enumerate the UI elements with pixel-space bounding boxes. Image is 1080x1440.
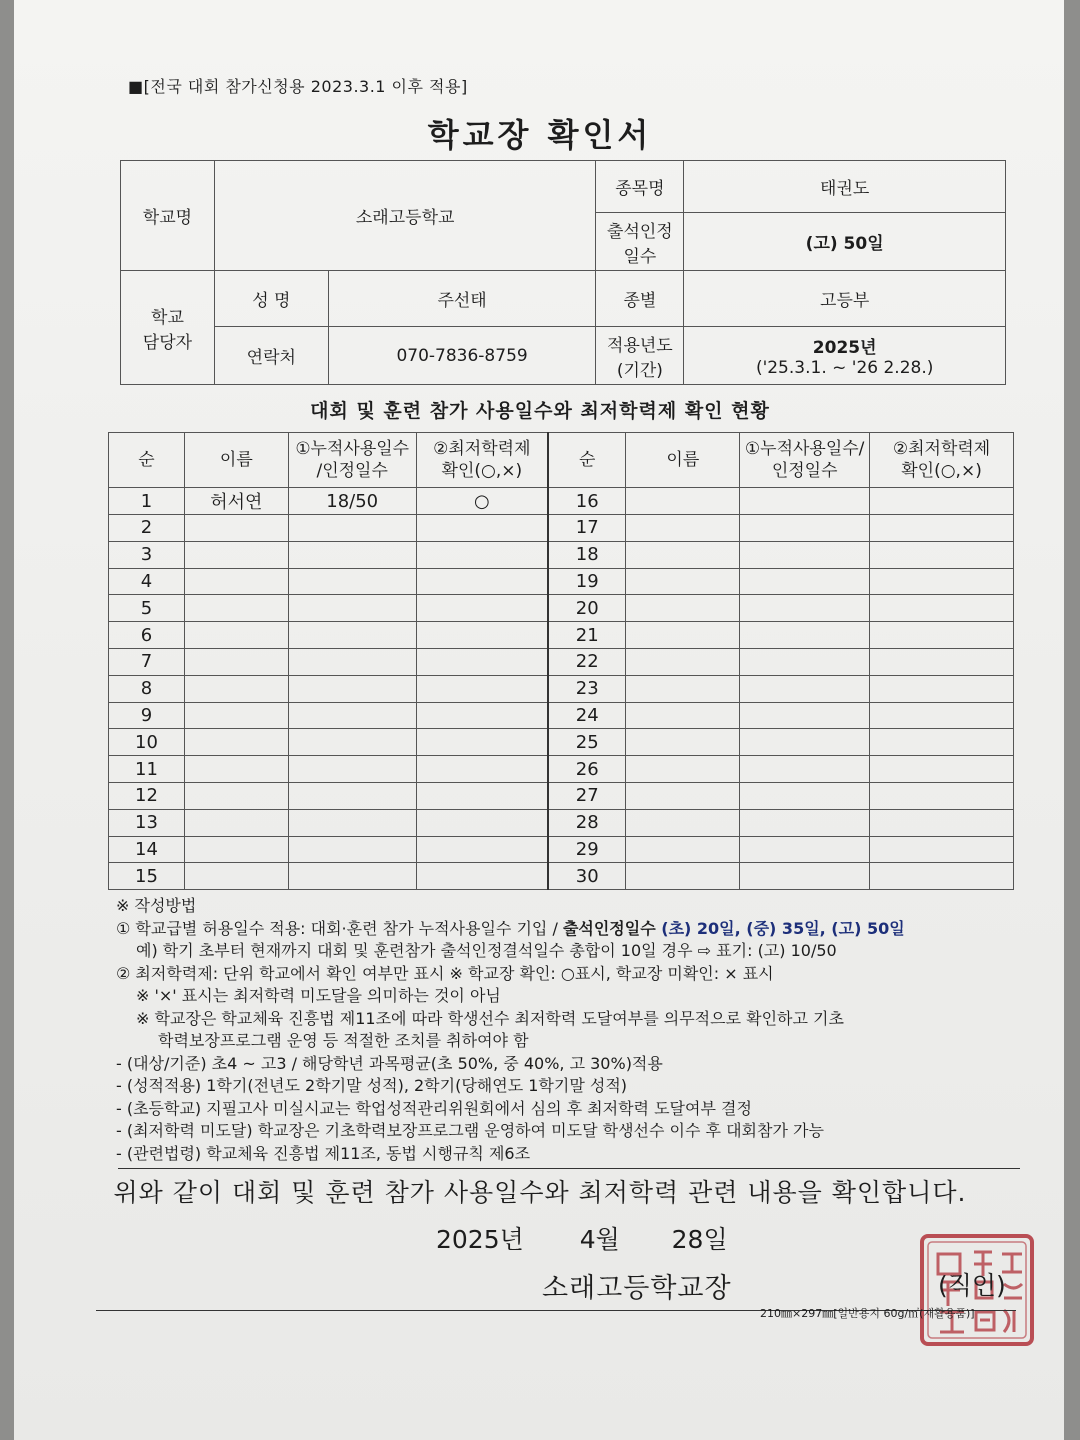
row-min xyxy=(416,568,548,595)
row-name xyxy=(184,702,288,729)
row-used-right xyxy=(740,809,870,836)
seal-label: (직인) xyxy=(938,1271,1006,1300)
table-row xyxy=(109,836,1014,863)
sport-value: 태권도 xyxy=(684,161,1006,213)
division-value: 고등부 xyxy=(684,271,1006,327)
roster-subtitle: 대회 및 훈련 참가 사용일수와 최저학력제 확인 현황 xyxy=(310,400,770,422)
name-value: 주선태 xyxy=(328,271,596,327)
table-row xyxy=(109,648,1014,675)
row-no-right: 21 xyxy=(548,622,626,649)
row-min-right xyxy=(870,515,1014,542)
table-row xyxy=(109,488,1014,515)
row-used: 18/50 xyxy=(288,488,416,515)
row-min xyxy=(416,515,548,542)
row-no: 10 xyxy=(109,729,185,756)
row-min: ○ xyxy=(416,488,548,515)
col-name-right: 이름 xyxy=(626,433,740,488)
row-used xyxy=(288,541,416,568)
attendance-label: 출석인정 일수 xyxy=(596,213,684,271)
note-2-a: ※ '×' 표시는 최저학력 미도달을 의미하는 것이 아님 xyxy=(136,986,501,1005)
row-used-right xyxy=(740,782,870,809)
table-row xyxy=(109,756,1014,783)
document-title: 학교장 확인서 xyxy=(427,116,653,154)
row-min-right xyxy=(870,568,1014,595)
row-name xyxy=(184,756,288,783)
note-1: ① 학교급별 허용일수 적용: 대회·훈련 참가 누적사용일수 기입 / 출석인정일수 (초) 20일, (중) 35일, (고) 50일 xyxy=(116,918,905,938)
note-2: ② 최저학력제: 단위 학교에서 확인 여부만 표시 ※ 학교장 확인: ○표시, 학교장 미확인: × 표시 xyxy=(116,963,774,983)
row-name-right xyxy=(626,515,740,542)
row-min-right xyxy=(870,729,1014,756)
row-used xyxy=(288,756,416,783)
row-no-right: 25 xyxy=(548,729,626,756)
row-min xyxy=(416,541,548,568)
col-min: ②최저학력제 확인(○,×) xyxy=(416,433,548,488)
row-name xyxy=(184,675,288,702)
row-name xyxy=(184,622,288,649)
contact-value: 070-7836-8759 xyxy=(328,327,596,385)
row-no: 15 xyxy=(109,863,185,890)
row-name-right xyxy=(626,756,740,783)
note-2-b2: 학력보장프로그램 운영 등 적절한 조치를 취하여야 함 xyxy=(158,1031,529,1050)
row-used xyxy=(288,863,416,890)
row-min-right xyxy=(870,756,1014,783)
row-used-right xyxy=(740,568,870,595)
issue-date: 2025년 4월 28일 xyxy=(436,1225,728,1254)
table-row xyxy=(109,595,1014,622)
sport-label: 종목명 xyxy=(596,161,684,213)
header-note: ■[전국 대회 참가신청용 2023.3.1 이후 적용] xyxy=(128,77,468,96)
row-used-right xyxy=(740,648,870,675)
col-min-right: ②최저학력제 확인(○,×) xyxy=(870,433,1014,488)
row-no: 8 xyxy=(109,675,185,702)
row-no: 1 xyxy=(109,488,185,515)
table-row xyxy=(109,568,1014,595)
row-used-right xyxy=(740,541,870,568)
row-no-right: 27 xyxy=(548,782,626,809)
row-used-right xyxy=(740,756,870,783)
row-name-right xyxy=(626,675,740,702)
row-min xyxy=(416,622,548,649)
row-name-right xyxy=(626,863,740,890)
row-no: 6 xyxy=(109,622,185,649)
row-min-right xyxy=(870,648,1014,675)
row-no: 3 xyxy=(109,541,185,568)
row-no-right: 19 xyxy=(548,568,626,595)
row-min-right xyxy=(870,863,1014,890)
row-used-right xyxy=(740,515,870,542)
row-min xyxy=(416,595,548,622)
row-used-right xyxy=(740,622,870,649)
row-min-right xyxy=(870,809,1014,836)
col-name: 이름 xyxy=(184,433,288,488)
row-min-right xyxy=(870,782,1014,809)
year-value: 2025년 ('25.3.1. ~ '26 2.28.) xyxy=(684,327,1006,385)
confirmation-text: 위와 같이 대회 및 훈련 참가 사용일수와 최저학력 관련 내용을 확인합니다. xyxy=(113,1178,967,1207)
row-name xyxy=(184,541,288,568)
row-no-right: 17 xyxy=(548,515,626,542)
row-min xyxy=(416,729,548,756)
table-row xyxy=(109,702,1014,729)
row-no-right: 22 xyxy=(548,648,626,675)
info-table xyxy=(120,160,1006,385)
row-name-right xyxy=(626,568,740,595)
row-no-right: 16 xyxy=(548,488,626,515)
roster-table xyxy=(108,432,1014,890)
row-name-right xyxy=(626,729,740,756)
school-label: 학교명 xyxy=(121,161,215,271)
row-no-right: 20 xyxy=(548,595,626,622)
row-name xyxy=(184,782,288,809)
paper-spec: 210㎜×297㎜[일반용지 60g/㎡(재활용품)] xyxy=(760,1307,975,1320)
table-row xyxy=(109,622,1014,649)
row-no-right: 30 xyxy=(548,863,626,890)
table-row xyxy=(109,782,1014,809)
school-value: 소래고등학교 xyxy=(214,161,596,271)
name-label: 성 명 xyxy=(214,271,328,327)
row-min xyxy=(416,648,548,675)
table-row xyxy=(109,675,1014,702)
row-used xyxy=(288,595,416,622)
row-name-right xyxy=(626,836,740,863)
row-min-right xyxy=(870,836,1014,863)
note-2-b1: ※ 학교장은 학교체육 진흥법 제11조에 따라 학생선수 최저학력 도달여부를 의무적으로 확인하고 기초 xyxy=(136,1008,844,1028)
row-no: 5 xyxy=(109,595,185,622)
row-no-right: 28 xyxy=(548,809,626,836)
row-name xyxy=(184,648,288,675)
row-name xyxy=(184,809,288,836)
row-name-right xyxy=(626,622,740,649)
note-1-example: 예) 학기 초부터 현재까지 대회 및 훈련참가 출석인정결석일수 총합이 10일 경우 ⇨ 표기: (고) 10/50 xyxy=(136,941,837,960)
table-row xyxy=(109,809,1014,836)
row-no: 14 xyxy=(109,836,185,863)
row-min-right xyxy=(870,488,1014,515)
row-no-right: 23 xyxy=(548,675,626,702)
row-used xyxy=(288,809,416,836)
row-name-right xyxy=(626,782,740,809)
row-min-right xyxy=(870,622,1014,649)
table-row xyxy=(109,515,1014,542)
row-no-right: 29 xyxy=(548,836,626,863)
detail-2: - (성적적용) 1학기(전년도 2학기말 성적), 2학기(당해연도 1학기말 성적) xyxy=(116,1076,628,1095)
row-min xyxy=(416,836,548,863)
row-min-right xyxy=(870,595,1014,622)
detail-1: - (대상/기준) 초4 ~ 고3 / 해당학년 과목평균(초 50%, 중 40%, 고 30%)적용 xyxy=(116,1053,663,1073)
row-min xyxy=(416,782,548,809)
row-no: 13 xyxy=(109,809,185,836)
row-used-right xyxy=(740,702,870,729)
row-used-right xyxy=(740,729,870,756)
division-label: 종별 xyxy=(596,271,684,327)
row-used-right xyxy=(740,595,870,622)
row-name-right xyxy=(626,648,740,675)
row-min xyxy=(416,809,548,836)
contact-label: 연락처 xyxy=(214,327,328,385)
row-used-right xyxy=(740,863,870,890)
row-min xyxy=(416,863,548,890)
col-used-right: ①누적사용일수/ 인정일수 xyxy=(740,433,870,488)
row-name xyxy=(184,515,288,542)
row-min xyxy=(416,675,548,702)
row-used xyxy=(288,782,416,809)
row-no: 9 xyxy=(109,702,185,729)
row-used xyxy=(288,729,416,756)
row-used xyxy=(288,568,416,595)
row-min xyxy=(416,756,548,783)
row-min-right xyxy=(870,541,1014,568)
attendance-value: (고) 50일 xyxy=(684,213,1006,271)
row-used xyxy=(288,648,416,675)
row-no-right: 18 xyxy=(548,541,626,568)
manager-label: 학교 담당자 xyxy=(121,271,215,385)
row-no: 11 xyxy=(109,756,185,783)
signer-name: 소래고등학교장 xyxy=(542,1273,732,1304)
row-used-right xyxy=(740,488,870,515)
col-used: ①누적사용일수 /인정일수 xyxy=(288,433,416,488)
col-no-right: 순 xyxy=(548,433,626,488)
table-row xyxy=(109,729,1014,756)
row-name: 허서연 xyxy=(184,488,288,515)
row-no: 4 xyxy=(109,568,185,595)
row-name xyxy=(184,568,288,595)
col-no: 순 xyxy=(109,433,185,488)
row-used xyxy=(288,702,416,729)
row-used xyxy=(288,515,416,542)
row-name xyxy=(184,863,288,890)
row-used xyxy=(288,622,416,649)
divider xyxy=(118,1168,1020,1169)
notes-heading: ※ 작성방법 xyxy=(116,896,197,915)
row-no-right: 24 xyxy=(548,702,626,729)
detail-3: - (초등학교) 지필고사 미실시교는 학업성적관리위원회에서 심의 후 최저학력 도달여부 결정 xyxy=(116,1098,752,1118)
row-name-right xyxy=(626,809,740,836)
row-no-right: 26 xyxy=(548,756,626,783)
row-name xyxy=(184,595,288,622)
row-min xyxy=(416,702,548,729)
row-name-right xyxy=(626,488,740,515)
row-used-right xyxy=(740,836,870,863)
row-min-right xyxy=(870,702,1014,729)
detail-5: - (관련법령) 학교체육 진흥법 제11조, 동법 시행규칙 제6조 xyxy=(116,1143,531,1163)
row-name-right xyxy=(626,541,740,568)
row-name xyxy=(184,729,288,756)
table-row xyxy=(109,541,1014,568)
row-no: 7 xyxy=(109,648,185,675)
row-name xyxy=(184,836,288,863)
row-used xyxy=(288,836,416,863)
row-name-right xyxy=(626,702,740,729)
row-used-right xyxy=(740,675,870,702)
row-name-right xyxy=(626,595,740,622)
notes-section xyxy=(116,895,1026,1165)
row-min-right xyxy=(870,675,1014,702)
row-no: 12 xyxy=(109,782,185,809)
detail-4: - (최저학력 미도달) 학교장은 기초학력보장프로그램 운영하여 미도달 학생선수 이수 후 대회참가 가능 xyxy=(116,1121,824,1140)
table-row xyxy=(109,863,1014,890)
year-label: 적용년도 (기간) xyxy=(596,327,684,385)
row-used xyxy=(288,675,416,702)
row-no: 2 xyxy=(109,515,185,542)
